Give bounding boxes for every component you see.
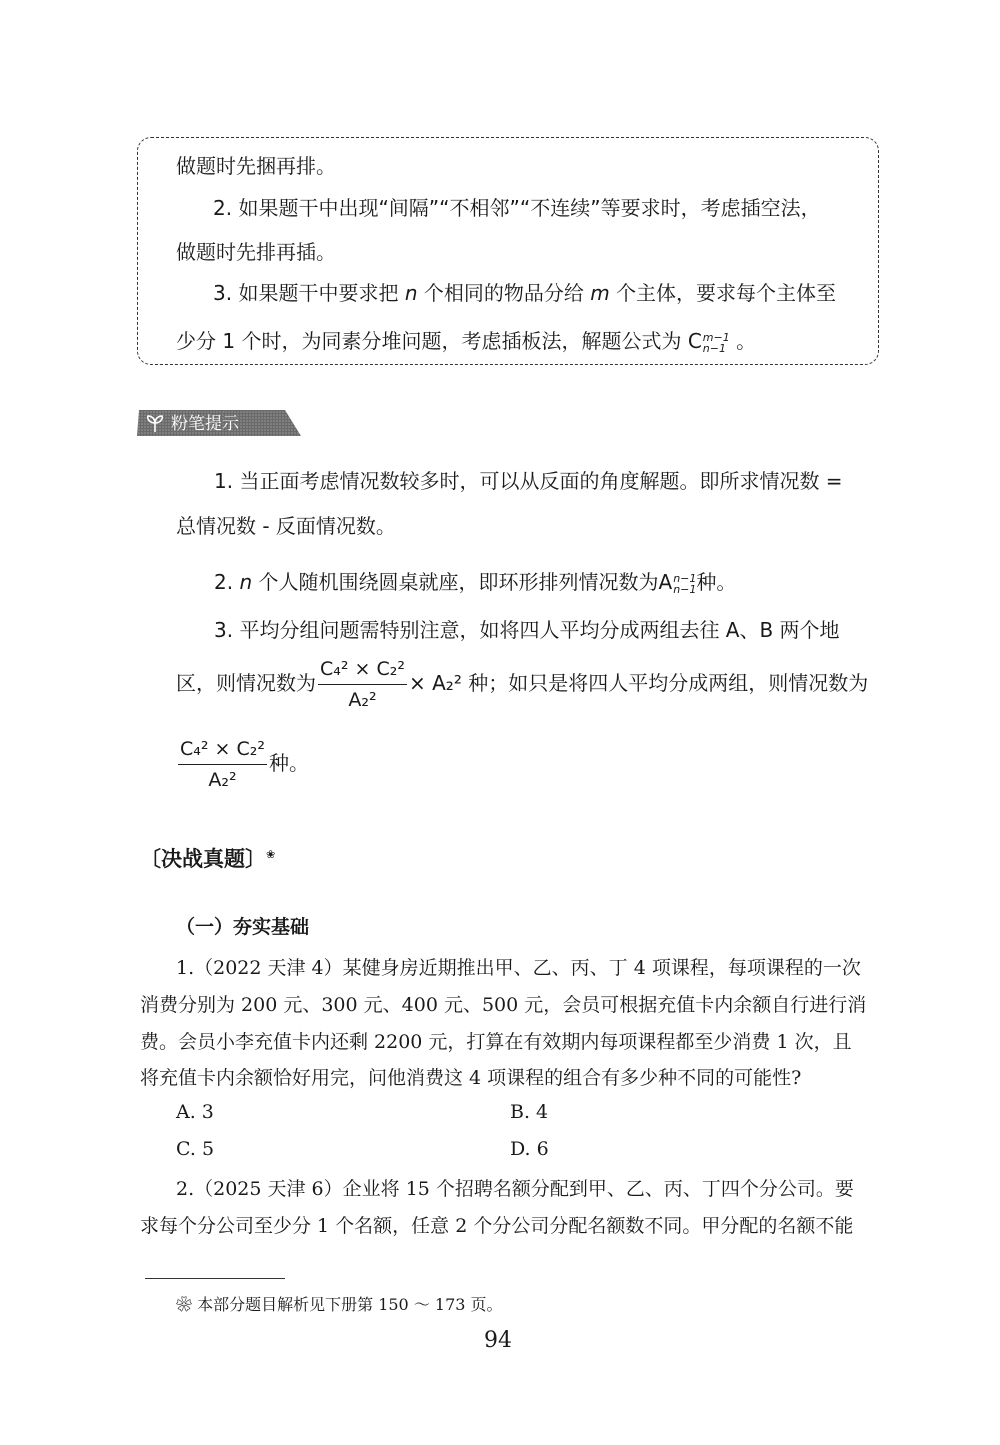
fenbi-tip-badge xyxy=(135,408,303,438)
tip-item-3a: 3. 如果题干中要求把 n 个相同的物品分给 m 个主体，要求每个主体至 xyxy=(213,281,837,305)
q1-line3: 费。会员小李充值卡内还剩 2200 元，打算在有效期内每项课程都至少消费 1 次，且 xyxy=(140,1031,852,1053)
q2-line2: 求每个分公司至少分 1 个名额，任意 2 个分公司分配名额数不同。甲分配的名额不能 xyxy=(140,1215,854,1237)
q1-option-d: D. 6 xyxy=(510,1138,549,1160)
sub-section-title: （一）夯实基础 xyxy=(176,916,310,938)
tip-item-2a: 2. 如果题干中出现“间隔”“不相邻”“不连续”等要求时，考虑插空法， xyxy=(213,196,821,220)
q1-line2: 消费分别为 200 元、300 元、400 元、500 元，会员可根据充值卡内余额自行进行消 xyxy=(140,994,867,1016)
q2-line1: 2.（2025 天津 6）企业将 15 个招聘名额分配到甲、乙、丙、丁四个分公司。要 xyxy=(176,1178,854,1200)
footnote: ❀ 本部分题目解析见下册第 150 ～ 173 页。 xyxy=(176,1295,503,1314)
section-title: 〔决战真题〕❀ xyxy=(140,847,276,871)
q1-option-c: C. 5 xyxy=(176,1138,215,1160)
fenbi-p3a: 3. 平均分组问题需特别注意，如将四人平均分成两组去往 A、B 两个地 xyxy=(214,618,840,642)
flower-icon: ❀ xyxy=(176,1295,193,1314)
q1-option-b: B. 4 xyxy=(510,1101,549,1123)
fenbi-p1b: 总情况数 - 反面情况数。 xyxy=(176,514,396,538)
footnote-divider xyxy=(145,1278,285,1279)
tip-line-cont: 做题时先捆再排。 xyxy=(176,154,336,178)
fenbi-p1a: 1. 当正面考虑情况数较多时，可以从反面的角度解题。即所求情况数 = xyxy=(214,469,843,493)
fenbi-tip-label: 粉笔提示 xyxy=(171,414,239,434)
page-number: 94 xyxy=(484,1328,512,1353)
combination-formula: C m−1 n−1 xyxy=(687,329,730,355)
fenbi-p3b: 区，则情况数为 $\frac{\text{C₄² × C₂²}}{\text{A₂²}}$ × A₂² 种；如只是将四人平均分成两组，则情况数为 xyxy=(176,658,869,711)
grouping-fraction-2: $\frac{\text{C₄² × C₂²}}{\text{A₂²}}$ xyxy=(180,738,265,791)
fenbi-p2: 2. n 个人随机围绕圆桌就座，即环形排列情况数为A n−1 n−1 种。 xyxy=(214,570,737,596)
q1-line1: 1.（2022 天津 4）某健身房近期推出甲、乙、丙、丁 4 项课程，每项课程的一次 xyxy=(176,957,861,979)
grouping-fraction: $\frac{\text{C₄² × C₂²}}{\text{A₂²}}$ xyxy=(320,658,405,711)
fenbi-p3c: $\frac{\text{C₄² × C₂²}}{\text{A₂²}}$ 种。 xyxy=(180,738,309,791)
tip-item-2b: 做题时先排再插。 xyxy=(176,240,336,264)
flower-icon: ❀ xyxy=(266,848,276,861)
q1-option-a: A. 3 xyxy=(176,1101,214,1123)
tip-item-3b: 少分 1 个时，为同素分堆问题，考虑插板法，解题公式为 C m−1 n−1 。 xyxy=(176,329,757,355)
q1-line4: 将充值卡内余额恰好用完，问他消费这 4 项课程的组合有多少种不同的可能性? xyxy=(140,1067,802,1089)
